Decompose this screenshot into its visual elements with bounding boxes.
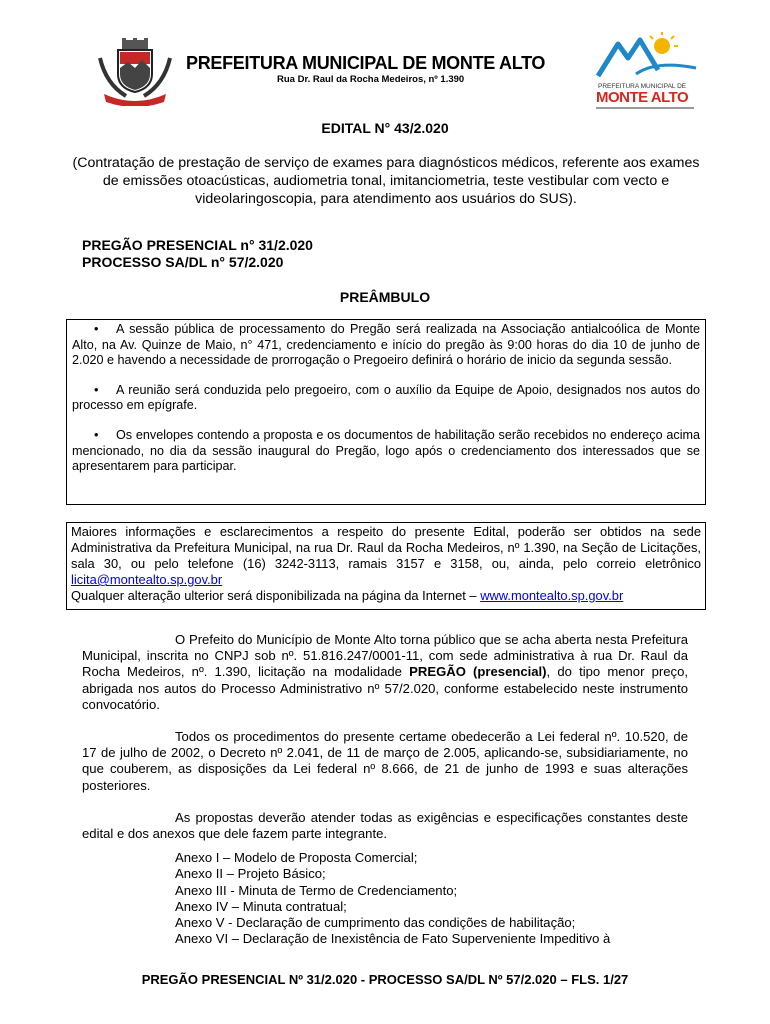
list-item: Anexo IV – Minuta contratual; (175, 898, 347, 914)
edital-subject: (Contratação de prestação de serviço de exames para diagnósticos médicos, referente aos exames de emissões otoacústicas, audiometria tonal, imitanciometria, teste vestibular com vecto e videolaringoscopia, para atendimento aos usuários do SUS). (72, 155, 700, 207)
page-footer: PREGÃO PRESENCIAL Nº 31/2.020 - PROCESSO SA/DL Nº 57/2.020 – FLS. 1/27 (141, 972, 629, 987)
bullet-icon: • (94, 382, 99, 397)
body-paragraph-3: As propostas deverão atender todas as exigências e especificações constantes deste edital e dos anexos que dele fazem parte integrante. (82, 809, 688, 842)
info-text-2: Qualquer alteração ulterior será disponibilizada na página da Internet – (71, 588, 481, 603)
list-item: Anexo II – Projeto Básico; (175, 866, 326, 882)
list-item: Anexo VI – Declaração de Inexistência de Fato Superveniente Impeditivo à (175, 931, 611, 947)
logo-text-main: MONTE ALTO (596, 89, 689, 106)
list-item: • Os envelopes contendo a proposta e os documentos de habilitação serão recebidos no endereço acima mencionado, no dia da sessão inaugural do Pregão, logo após o credenciamento dos interessados que se apresentarem para participar. (72, 427, 700, 474)
process-identifiers (82, 237, 313, 271)
header-address: Rua Dr. Raul da Rocha Medeiros, nº 1.390 (277, 74, 465, 85)
list-item: Anexo V - Declaração de cumprimento das condições de habilitação; (175, 915, 576, 931)
list-item: • A reunião será conduzida pelo pregoeiro, com o auxílio da Equipe de Apoio, designados nos autos do processo em epígrafe. (72, 382, 700, 413)
edital-body (82, 632, 688, 858)
list-item: Anexo III - Minuta de Termo de Credenciamento; (175, 882, 458, 898)
email-link[interactable]: licita@montealto.sp.gov.br (71, 572, 223, 587)
logo-text-top: PREFEITURA MUNICIPAL DE (598, 83, 687, 90)
logo-underline (596, 107, 694, 109)
body-paragraph-1: O Prefeito do Município de Monte Alto torna público que se acha aberta nesta Prefeitura Municipal, inscrita no CNPJ sob nº. 51.816.247/0001-11, com sede administrativa à rua Dr. Raul da Rocha Medeiros, nº. 1.390, licitação na modalidade PREGÃO (presencial), do tipo menor preço, abrigada nos autos do Processo Administrativo nº 57/2.020, conforme estabelecido neste instrumento convocatório. (82, 632, 689, 712)
list-item: • A sessão pública de processamento do Pregão será realizada na Associação antialcoólica de Monte Alto, na Av. Quinze de Maio, n° 471, credenciamento e início do pregão às 9:00 horas do dia 10 de junho de 2.020 e havendo a necessidade de prorrogação o Pregoeiro definirá o horário de inicio da segunda sessão. (72, 322, 700, 368)
municipal-crest-icon (96, 38, 174, 106)
edital-title: EDITAL N° 43/2.020 (321, 120, 449, 136)
pregao-number: PREGÃO PRESENCIAL n° 31/2.020 (82, 237, 313, 253)
info-text: Maiores informações e esclarecimentos a respeito do presente Edital, poderão ser obtidos na sede Administrativa da Prefeitura Municipal, na rua Dr. Raul da Rocha Medeiros, nº 1.390, na Seção de Licitações, sala 30, ou pelo telefone (16) 3242-3113, ramais 3157 e 3158, ou, ainda, pelo correio eletrônico (71, 524, 701, 571)
mountain-sun-icon (596, 30, 700, 78)
preambulo-box (66, 319, 706, 505)
website-link[interactable]: www.montealto.sp.gov.br (480, 588, 624, 603)
processo-number: PROCESSO SA/DL n° 57/2.020 (82, 254, 284, 270)
preambulo-heading: PREÂMBULO (339, 289, 431, 305)
body-paragraph-2: Todos os procedimentos do presente certame obedecerão a Lei federal nº. 10.520, de 17 de julho de 2002, o Decreto nº 2.041, de 11 de março de 2.005, aplicando-se, subsidiariamente, no que couberem, as disposições da Lei federal nº 8.666, de 21 de junho de 1993 e suas alterações posteriores. (82, 729, 688, 793)
annex-list (175, 850, 610, 948)
monte-alto-logo (596, 30, 700, 106)
bullet-icon: • (94, 322, 99, 336)
page-title: PREFEITURA MUNICIPAL DE MONTE ALTO (186, 53, 546, 73)
bullet-icon: • (94, 427, 99, 442)
info-box (66, 522, 706, 610)
list-item: Anexo I – Modelo de Proposta Comercial; (175, 850, 418, 865)
